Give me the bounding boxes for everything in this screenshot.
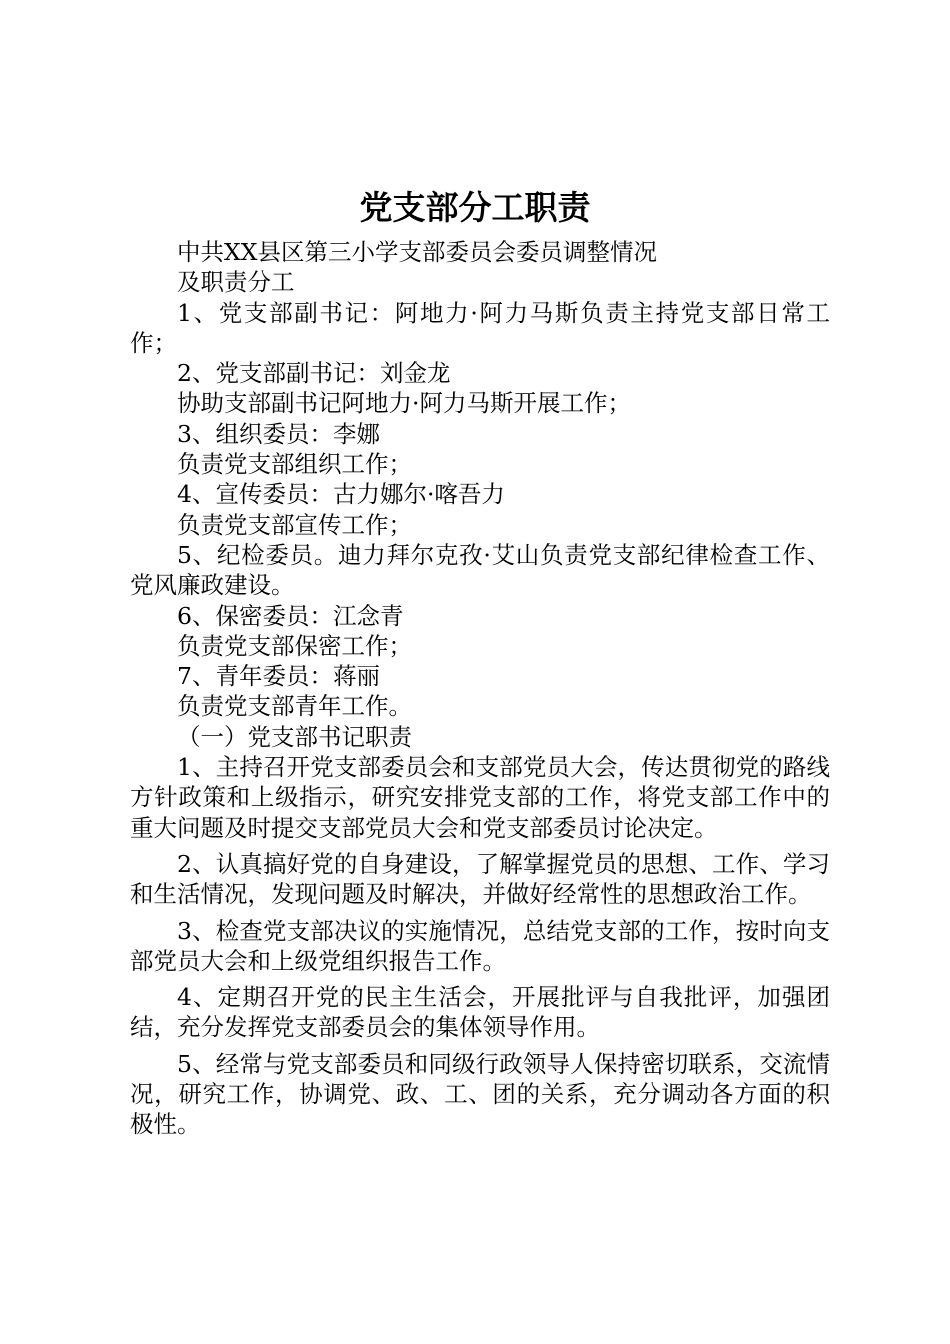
- paragraph: 1、主持召开党支部委员会和支部党员大会，传达贯彻党的路线方针政策和上级指示，研究安排党支部的工作，将党支部工作中的重大问题及时提交支部党员大会和党支部委员讨论决定。: [130, 753, 830, 842]
- paragraph: 1、党支部副书记：阿地力·阿力马斯负责主持党支部日常工作；: [130, 298, 830, 357]
- paragraph: 3、检查党支部决议的实施情况，总结党支部的工作，按时向支部党员大会和上级党组织报告工作。: [130, 916, 830, 975]
- paragraph: 4、宣传委员：古力娜尔·喀吾力: [177, 480, 505, 509]
- paragraph: 4、定期召开党的民主生活会，开展批评与自我批评，加强团结，充分发挥党支部委员会的集体领导作用。: [130, 983, 830, 1042]
- paragraph: 及职责分工: [177, 268, 295, 297]
- section-heading: （一）党支部书记职责: [177, 722, 412, 751]
- paragraph: 负责党支部宣传工作；: [177, 510, 412, 539]
- paragraph: 协助支部副书记阿地力·阿力马斯开展工作；: [177, 389, 631, 418]
- paragraph: 5、纪检委员。迪力拜尔克孜·艾山负责党支部纪律检查工作、党风廉政建设。: [130, 540, 830, 600]
- paragraph: 负责党支部青年工作。: [177, 692, 412, 721]
- paragraph: 7、青年委员：蒋丽: [177, 662, 380, 691]
- paragraph: 中共XX县区第三小学支部委员会委员调整情况: [177, 238, 657, 266]
- document-body: [130, 237, 830, 1140]
- document-title: 党支部分工职责: [359, 188, 591, 227]
- paragraph: 3、组织委员：李娜: [177, 419, 380, 448]
- paragraph: 负责党支部组织工作；: [177, 450, 412, 479]
- paragraph: 5、经常与党支部委员和同级行政领导人保持密切联系，交流情况，研究工作，协调党、政、工、团的关系，充分调动各方面的积极性。: [130, 1049, 830, 1139]
- paragraph: 负责党支部保密工作；: [177, 631, 412, 660]
- paragraph: 6、保密委员：江念青: [177, 601, 404, 630]
- paragraph: 2、党支部副书记：刘金龙: [177, 359, 451, 388]
- paragraph: 2、认真搞好党的自身建设，了解掌握党员的思想、工作、学习和生活情况，发现问题及时解决，并做好经常性的思想政治工作。: [130, 849, 830, 909]
